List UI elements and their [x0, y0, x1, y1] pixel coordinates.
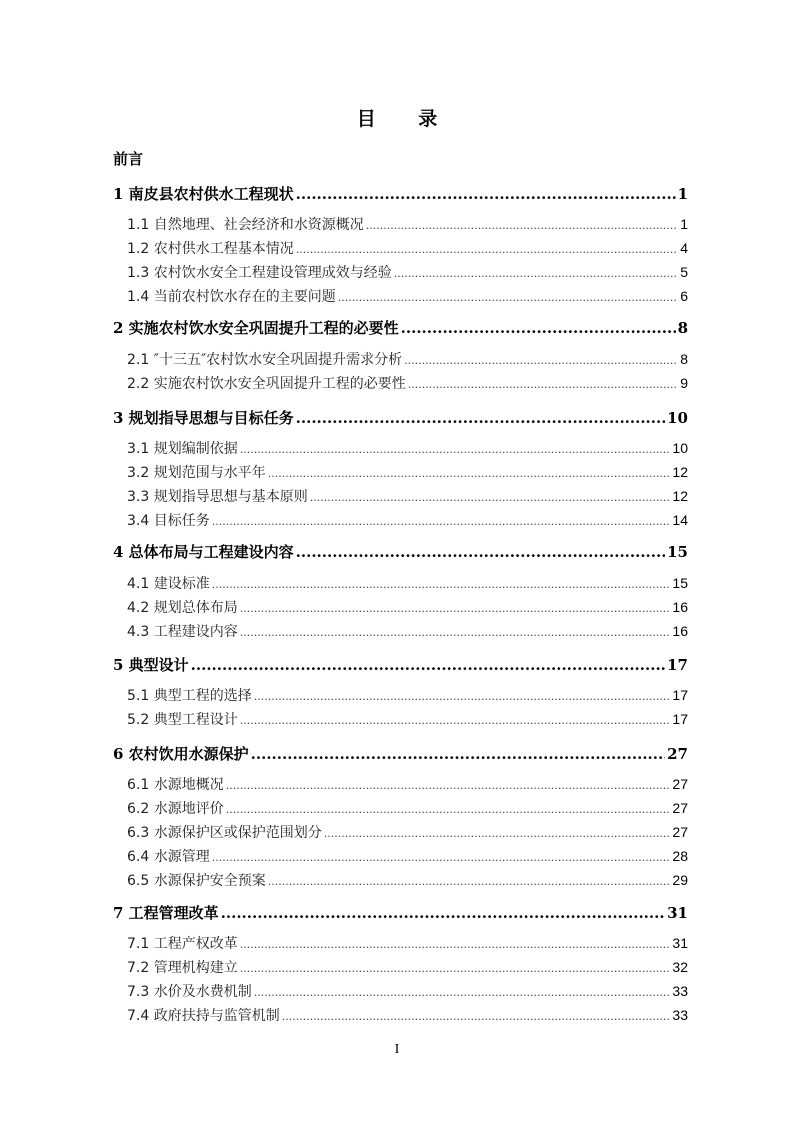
toc-leader-dots	[221, 904, 665, 922]
toc-entry-page: 10	[672, 440, 688, 456]
toc-entry-label: 5.2 典型工程设计	[127, 712, 238, 728]
toc-section-entry[interactable]	[127, 573, 688, 593]
toc-leader-dots	[338, 291, 678, 304]
toc-entry-label: 6 农村饮用水源保护	[113, 745, 249, 763]
toc-entry-label: 6.2 水源地评价	[127, 801, 224, 817]
toc-entry-label: 5.1 典型工程的选择	[127, 688, 252, 704]
toc-leader-dots	[212, 851, 671, 864]
toc-entry-label: 3.2 规划范围与水平年	[127, 465, 266, 481]
toc-entry-page: 17	[667, 656, 688, 674]
toc-entry-label: 2.1 ″十三五″农村饮水安全巩固提升需求分析	[127, 352, 403, 368]
toc-entry-page: 27	[672, 800, 688, 816]
toc-entry-label: 7 工程管理改革	[113, 904, 219, 922]
toc-leader-dots	[404, 354, 678, 367]
toc-preface-link[interactable]: 前言	[113, 150, 144, 168]
toc-section-entry[interactable]	[127, 709, 688, 729]
toc-leader-dots	[240, 962, 671, 975]
toc-leader-dots	[296, 543, 665, 561]
toc-leader-dots	[282, 1010, 671, 1023]
toc-section-entry[interactable]	[127, 822, 688, 842]
toc-entry-label: 6.5 水源保护安全预案	[127, 873, 266, 889]
toc-entry-page: 9	[680, 375, 688, 391]
toc-entry-label: 3.3 规划指导思想与基本原则	[127, 489, 308, 505]
toc-section-entry[interactable]	[127, 349, 688, 369]
toc-entry-label: 2.2 实施农村饮水安全巩固提升工程的必要性	[127, 376, 406, 392]
toc-leader-dots	[212, 578, 671, 591]
toc-leader-dots	[212, 515, 671, 528]
toc-entry-label: 1.4 当前农村饮水存在的主要问题	[127, 289, 336, 305]
toc-leader-dots	[226, 779, 671, 792]
toc-entry-page: 17	[672, 687, 688, 703]
toc-leader-dots	[240, 602, 671, 615]
toc-leader-dots	[251, 745, 665, 763]
toc-leader-dots	[268, 467, 671, 480]
toc-entry-label: 6.1 水源地概况	[127, 777, 224, 793]
toc-section-entry[interactable]	[127, 462, 688, 482]
toc-chapter-entry[interactable]	[113, 541, 688, 562]
toc-leader-dots	[296, 409, 665, 427]
toc-title: 目 录	[356, 108, 456, 130]
toc-section-entry[interactable]	[127, 214, 688, 234]
toc-entry-label: 4 总体布局与工程建设内容	[113, 543, 294, 561]
toc-section-entry[interactable]	[127, 981, 688, 1001]
toc-section-entry[interactable]	[127, 957, 688, 977]
toc-entry-page: 15	[667, 543, 688, 561]
toc-entry-page: 1	[677, 185, 688, 203]
toc-entry-page: 10	[667, 409, 688, 427]
toc-entry-label: 3 规划指导思想与目标任务	[113, 409, 294, 427]
toc-chapter-entry[interactable]	[113, 183, 688, 204]
toc-section-entry[interactable]	[127, 621, 688, 641]
toc-entry-page: 4	[680, 240, 688, 256]
toc-leader-dots	[296, 185, 676, 203]
toc-entry-label: 1.3 农村饮水安全工程建设管理成效与经验	[127, 265, 392, 281]
toc-chapter-entry[interactable]	[113, 654, 688, 675]
toc-section-entry[interactable]	[127, 798, 688, 818]
toc-section-entry[interactable]	[127, 1005, 688, 1025]
toc-entry-label: 7.1 工程产权改革	[127, 936, 238, 952]
toc-entry-label: 4.2 规划总体布局	[127, 600, 238, 616]
toc-section-entry[interactable]	[127, 774, 688, 794]
toc-entry-label: 1 南皮县农村供水工程现状	[113, 185, 294, 203]
toc-section-entry[interactable]	[127, 373, 688, 393]
toc-entry-page: 14	[672, 512, 688, 528]
toc-leader-dots	[240, 443, 671, 456]
toc-entry-page: 27	[667, 745, 688, 763]
toc-leader-dots	[401, 319, 676, 337]
toc-leader-dots	[394, 267, 678, 280]
toc-leader-dots	[240, 714, 671, 727]
toc-chapter-entry[interactable]	[113, 407, 688, 428]
toc-entry-page: 33	[672, 1007, 688, 1023]
toc-entry-page: 5	[680, 264, 688, 280]
toc-entry-label: 7.4 政府扶持与监管机制	[127, 1008, 280, 1024]
toc-entry-page: 1	[680, 216, 688, 232]
toc-chapter-entry[interactable]	[113, 902, 688, 923]
toc-entry-page: 15	[672, 575, 688, 591]
toc-entry-page: 8	[680, 351, 688, 367]
toc-entry-page: 27	[672, 824, 688, 840]
toc-entry-label: 3.1 规划编制依据	[127, 441, 238, 457]
toc-entry-page: 27	[672, 776, 688, 792]
toc-leader-dots	[191, 656, 665, 674]
toc-entry-page: 6	[680, 288, 688, 304]
toc-leader-dots	[366, 219, 678, 232]
toc-section-entry[interactable]	[127, 510, 688, 530]
toc-entry-page: 32	[672, 959, 688, 975]
toc-entry-page: 31	[672, 935, 688, 951]
toc-entry-page: 12	[672, 488, 688, 504]
toc-leader-dots	[226, 803, 671, 816]
toc-entry-label: 3.4 目标任务	[127, 513, 210, 529]
toc-entry-label: 2 实施农村饮水安全巩固提升工程的必要性	[113, 319, 399, 337]
toc-leader-dots	[268, 875, 671, 888]
toc-section-entry[interactable]	[127, 933, 688, 953]
toc-section-entry[interactable]	[127, 870, 688, 890]
toc-entry-page: 12	[672, 464, 688, 480]
toc-section-entry[interactable]	[127, 438, 688, 458]
toc-section-entry[interactable]	[127, 262, 688, 282]
toc-section-entry[interactable]	[127, 685, 688, 705]
toc-entry-label: 5 典型设计	[113, 656, 189, 674]
toc-entry-page: 16	[672, 599, 688, 615]
toc-leader-dots	[408, 378, 678, 391]
toc-entry-page: 33	[672, 983, 688, 999]
toc-section-entry[interactable]	[127, 486, 688, 506]
toc-leader-dots	[240, 626, 671, 639]
toc-leader-dots	[254, 690, 671, 703]
toc-entry-page: 8	[677, 319, 688, 337]
toc-entry-page: 16	[672, 623, 688, 639]
toc-entry-label: 7.2 管理机构建立	[127, 960, 238, 976]
page-number: I	[394, 1042, 400, 1057]
toc-section-entry[interactable]	[127, 597, 688, 617]
toc-section-entry[interactable]	[127, 286, 688, 306]
toc-leader-dots	[324, 827, 671, 840]
toc-chapter-entry[interactable]	[113, 317, 688, 338]
toc-leader-dots	[310, 491, 671, 504]
toc-section-entry[interactable]	[127, 238, 688, 258]
toc-entry-page: 28	[672, 848, 688, 864]
toc-entry-label: 6.4 水源管理	[127, 849, 210, 865]
toc-entry-label: 7.3 水价及水费机制	[127, 984, 252, 1000]
toc-section-entry[interactable]	[127, 846, 688, 866]
toc-chapter-entry[interactable]	[113, 743, 688, 764]
toc-entry-label: 6.3 水源保护区或保护范围划分	[127, 825, 322, 841]
toc-entry-label: 1.2 农村供水工程基本情况	[127, 241, 294, 257]
toc-entry-page: 17	[672, 711, 688, 727]
toc-leader-dots	[296, 243, 678, 256]
toc-entry-label: 4.3 工程建设内容	[127, 624, 238, 640]
toc-entry-label: 4.1 建设标准	[127, 576, 210, 592]
toc-leader-dots	[254, 986, 671, 999]
toc-entry-label: 1.1 自然地理、社会经济和水资源概况	[127, 217, 364, 233]
toc-entry-page: 31	[667, 904, 688, 922]
toc-entry-page: 29	[672, 872, 688, 888]
toc-leader-dots	[240, 938, 671, 951]
